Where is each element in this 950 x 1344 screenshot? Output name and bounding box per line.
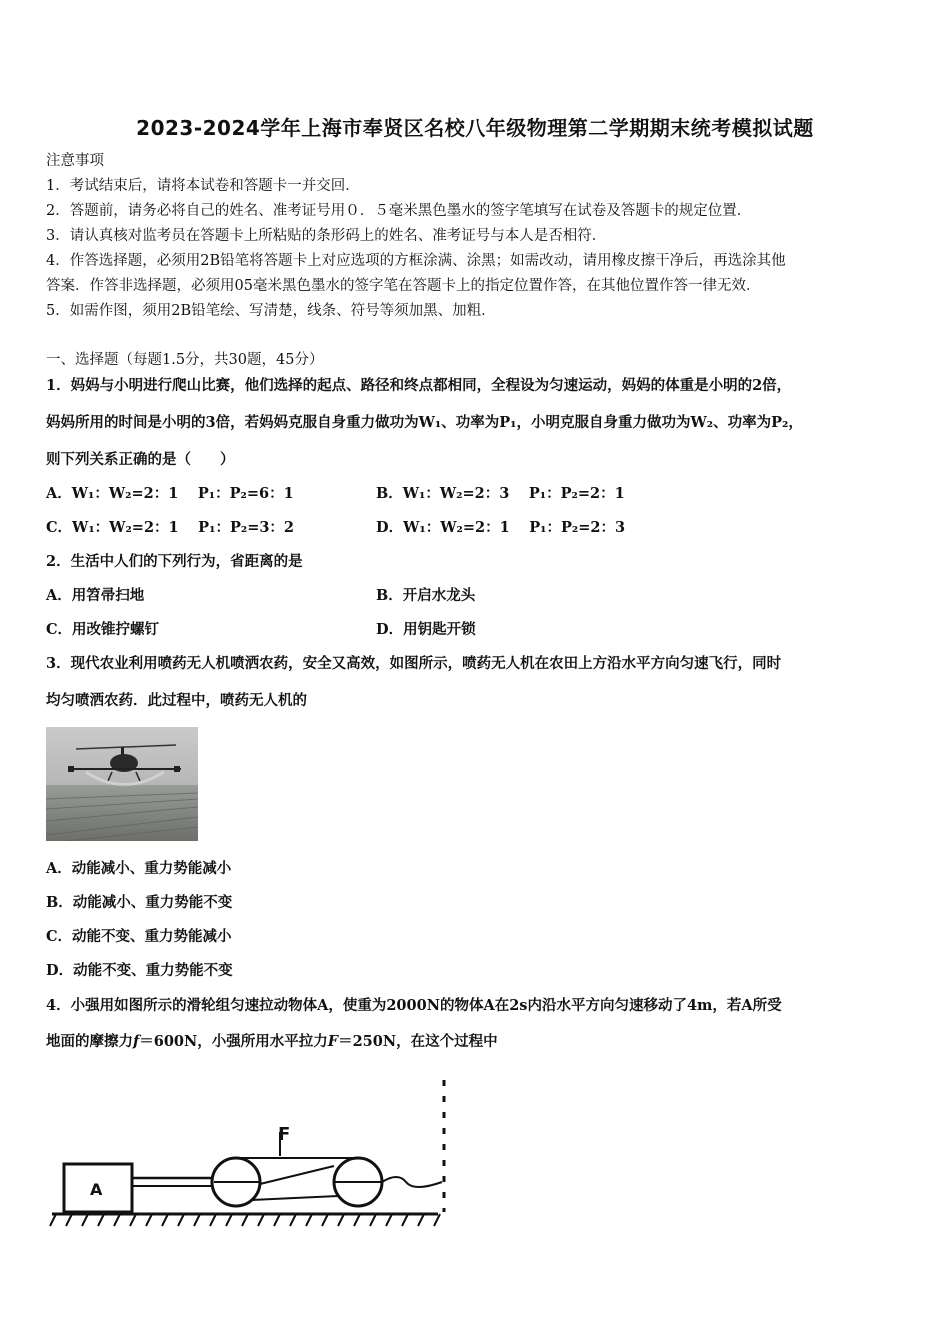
- section-heading: 一、选择题（每题1.5分，共30题，45分）: [46, 352, 324, 368]
- q1-option-c: C．W₁：W₂=2：1 P₁：P₂=3：2: [46, 519, 295, 536]
- notice-item-3: 3．请认真核对监考员在答题卡上所粘贴的条形码上的姓名、准考证号与本人是否相符．: [46, 228, 607, 244]
- notice-item-5: 5．如需作图，须用2B铅笔绘、写清楚，线条、符号等须加黑、加粗．: [46, 303, 496, 319]
- q1-stem-line3: 则下列关系正确的是（ ）: [46, 451, 235, 468]
- q1-option-d: D．W₁：W₂=2：1 P₁：P₂=2：3: [376, 519, 626, 536]
- notice-heading: 注意事项: [46, 153, 104, 169]
- q1-stem-line1: 1．妈妈与小明进行爬山比赛，他们选择的起点、路径和终点都相同，全程设为匀速运动，妈妈的体重是小明的2倍，: [46, 377, 792, 394]
- notice-item-2: 2．答题前，请务必将自己的姓名、准考证号用０．５毫米黑色墨水的签字笔填写在试卷及答题卡的规定位置．: [46, 203, 752, 219]
- notice-item-1: 1．考试结束后，请将本试卷和答题卡一并交回．: [46, 178, 360, 194]
- q1-option-b: B．W₁：W₂=2：3 P₁：P₂=2：1: [376, 485, 625, 502]
- q4-stem-line1: 4．小强用如图所示的滑轮组匀速拉动物体A，使重为2000N的物体A在2s内沿水平方向匀速移动了4m，若A所受: [46, 997, 782, 1014]
- pulley-diagram: [46, 1074, 466, 1234]
- page-title: 2023-2024学年上海市奉贤区名校八年级物理第二学期期末统考模拟试题: [136, 116, 814, 140]
- q3-stem-line2: 均匀喷洒农药．此过程中，喷药无人机的: [46, 692, 307, 709]
- q2-option-c: C．用改锥拧螺钉: [46, 621, 160, 638]
- q3-option-a: A．动能减小、重力势能减小: [46, 860, 232, 877]
- force-label: F: [278, 1124, 291, 1145]
- q1-stem-line2: 妈妈所用的时间是小明的3倍，若妈妈克服自身重力做功为W₁、功率为P₁，小明克服自身重力做功为W₂、功率为P₂，: [46, 414, 803, 431]
- q1-option-a: A．W₁：W₂=2：1 P₁：P₂=6：1: [46, 485, 294, 502]
- q3-option-b: B．动能减小、重力势能不变: [46, 894, 233, 911]
- q2-option-a: A．用笤帚扫地: [46, 587, 145, 604]
- q2-option-d: D．用钥匙开锁: [376, 621, 476, 638]
- q3-option-d: D．动能不变、重力势能不变: [46, 962, 233, 979]
- block-a-label: A: [90, 1180, 103, 1199]
- q2-option-b: B．开启水龙头: [376, 587, 476, 604]
- notice-item-4: 4．作答选择题，必须用2B铅笔将答题卡上对应选项的方框涂满、涂黑；如需改动，请用橡皮擦干净后，再选涂其他: [46, 253, 786, 269]
- q4-stem-line2: 地面的摩擦力f＝600N，小强所用水平拉力F＝250N，在这个过程中: [46, 1033, 498, 1050]
- q2-stem: 2．生活中人们的下列行为，省距离的是: [46, 553, 303, 570]
- notice-item-4-cont: 答案．作答非选择题，必须用05毫米黑色墨水的签字笔在答题卡上的指定位置作答，在其他位置作答一律无效．: [46, 278, 761, 294]
- q3-option-c: C．动能不变、重力势能减小: [46, 928, 232, 945]
- q3-stem-line1: 3．现代农业利用喷药无人机喷洒农药，安全又高效，如图所示，喷药无人机在农田上方沿水平方向匀速飞行，同时: [46, 655, 782, 672]
- drone-photo: [46, 727, 198, 841]
